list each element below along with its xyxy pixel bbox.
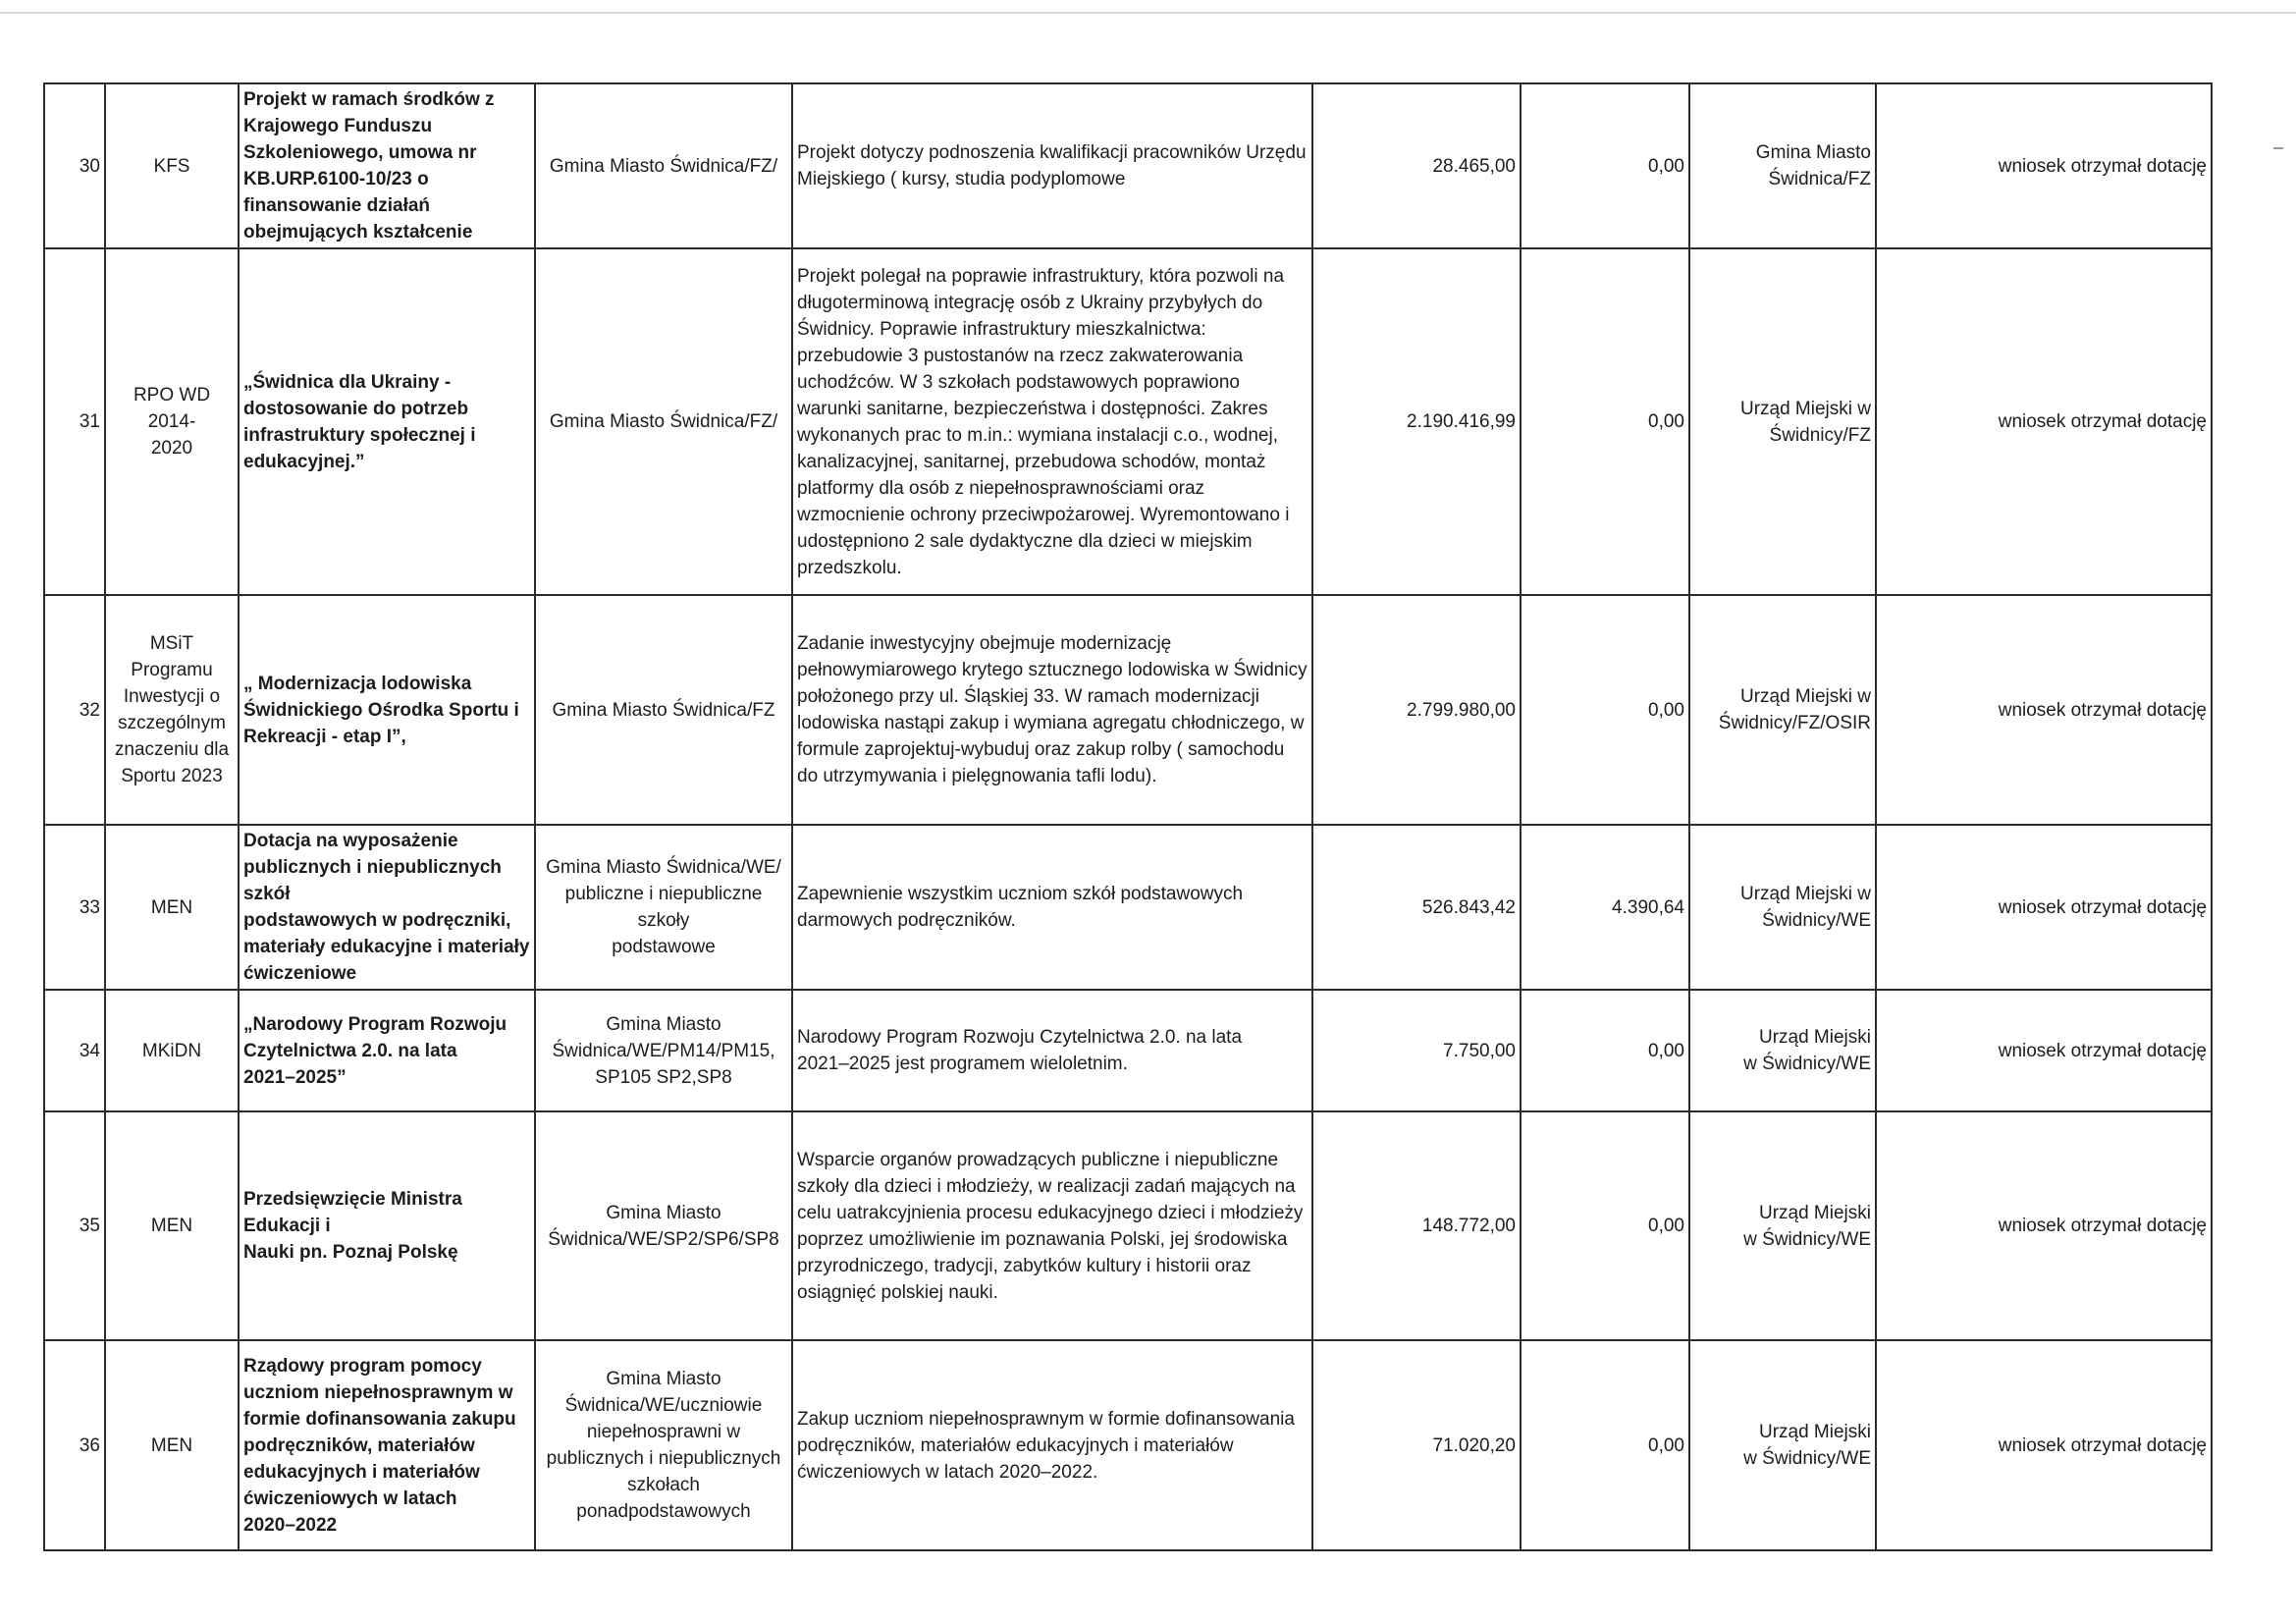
project-name-cell: Projekt w ramach środków z Krajowego Funduszu Szkoleniowego, umowa nr KB.URP.6100-10/23 o finansowanie działań obejmujących kształcenie xyxy=(239,83,535,248)
beneficiary-cell: Gmina Miasto Świdnica/FZ/ xyxy=(535,83,792,248)
table-row xyxy=(44,1111,2212,1340)
project-name-cell: „ Modernizacja lodowiska Świdnickiego Ośrodka Sportu i Rekreacji - etap I”, xyxy=(239,595,535,825)
table-row xyxy=(44,83,2212,248)
project-name-cell: Dotacja na wyposażenie publicznych i niepublicznych szkół podstawowych w podręczniki, materiały edukacyjne i materiały ćwiczeniowe xyxy=(239,825,535,990)
beneficiary-cell: Gmina Miasto Świdnica/WE/ publiczne i niepubliczne szkoły podstawowe xyxy=(535,825,792,990)
project-name-cell: Przedsięwzięcie Ministra Edukacji i Nauki pn. Poznaj Polskę xyxy=(239,1111,535,1340)
own-contribution-cell: 4.390,64 xyxy=(1521,825,1689,990)
funding-source-cell: MEN xyxy=(105,1340,239,1550)
status-cell: wniosek otrzymał dotację xyxy=(1876,825,2212,990)
responsible-unit-cell: Urząd Miejski w Świdnicy/WE xyxy=(1689,1340,1876,1550)
beneficiary-cell: Gmina Miasto Świdnica/WE/uczniowie niepełnosprawni w publicznych i niepublicznych szkołach ponadpodstawowych xyxy=(535,1340,792,1550)
status-cell: wniosek otrzymał dotację xyxy=(1876,595,2212,825)
own-contribution-cell: 0,00 xyxy=(1521,1340,1689,1550)
responsible-unit-cell: Gmina Miasto Świdnica/FZ xyxy=(1689,83,1876,248)
description-cell: Zadanie inwestycyjny obejmuje modernizację pełnowymiarowego krytego sztucznego lodowiska w Świdnicy położonego przy ul. Śląskiej 33. W ramach modernizacji lodowiska nastąpi zakup i wymiana agregatu chłodniczego, w formule zaprojektuj-wybuduj oraz zakup rolby ( samochodu do utrzymywania i pielęgnowania tafli lodu). xyxy=(792,595,1312,825)
funding-source-cell: RPO WD 2014- 2020 xyxy=(105,248,239,595)
funding-source-cell: MSiT Programu Inwestycji o szczególnym znaczeniu dla Sportu 2023 xyxy=(105,595,239,825)
scan-top-rule xyxy=(0,12,2296,14)
grant-amount-cell: 28.465,00 xyxy=(1312,83,1521,248)
grant-amount-cell: 71.020,20 xyxy=(1312,1340,1521,1550)
grant-amount-cell: 2.190.416,99 xyxy=(1312,248,1521,595)
description-cell: Projekt polegał na poprawie infrastruktury, która pozwoli na długoterminową integrację osób z Ukrainy przybyłych do Świdnicy. Poprawie infrastruktury mieszkalnictwa: przebudowie 3 pustostanów na rzecz zakwaterowania uchodźców. W 3 szkołach podstawowych poprawiono warunki sanitarne, bezpieczeństwa i dostępności. Zakres wykonanych prac to m.in.: wymiana instalacji c.o., wodnej, kanalizacyjnej, sanitarnej, przebudowa schodów, montaż platformy dla osób z niepełnosprawnościami oraz wzmocnienie ochrony przeciwpożarowej. Wyremontowano i udostępniono 2 sale dydaktyczne dla dzieci w miejskim przedszkolu. xyxy=(792,248,1312,595)
grants-table-body xyxy=(44,83,2212,1550)
description-cell: Wsparcie organów prowadzących publiczne i niepubliczne szkoły dla dzieci i młodzieży, w realizacji zadań mających na celu uatrakcyjnienia procesu edukacyjnego dzieci i młodzieży poprzez umożliwienie im poznawania Polski, jej środowiska przyrodniczego, tradycji, zabytków kultury i historii oraz osiągnięć polskiej nauki. xyxy=(792,1111,1312,1340)
status-cell: wniosek otrzymał dotację xyxy=(1876,990,2212,1111)
table-row xyxy=(44,825,2212,990)
lp-cell: 35 xyxy=(44,1111,105,1340)
description-cell: Zakup uczniom niepełnosprawnym w formie dofinansowania podręczników, materiałów edukacyjnych i materiałów ćwiczeniowych w latach 2020–2022. xyxy=(792,1340,1312,1550)
status-cell: wniosek otrzymał dotację xyxy=(1876,83,2212,248)
table-row xyxy=(44,595,2212,825)
responsible-unit-cell: Urząd Miejski w Świdnicy/FZ/OSIR xyxy=(1689,595,1876,825)
project-name-cell: „Świdnica dla Ukrainy - dostosowanie do potrzeb infrastruktury społecznej i edukacyjnej.” xyxy=(239,248,535,595)
project-name-cell: „Narodowy Program Rozwoju Czytelnictwa 2.0. na lata 2021–2025” xyxy=(239,990,535,1111)
lp-cell: 31 xyxy=(44,248,105,595)
beneficiary-cell: Gmina Miasto Świdnica/WE/PM14/PM15, SP105 SP2,SP8 xyxy=(535,990,792,1111)
table-row xyxy=(44,248,2212,595)
status-cell: wniosek otrzymał dotację xyxy=(1876,1340,2212,1550)
lp-cell: 33 xyxy=(44,825,105,990)
table-row xyxy=(44,1340,2212,1550)
grant-amount-cell: 526.843,42 xyxy=(1312,825,1521,990)
scan-edge-mark xyxy=(2273,147,2283,149)
funding-source-cell: MKiDN xyxy=(105,990,239,1111)
own-contribution-cell: 0,00 xyxy=(1521,1111,1689,1340)
own-contribution-cell: 0,00 xyxy=(1521,248,1689,595)
description-cell: Zapewnienie wszystkim uczniom szkół podstawowych darmowych podręczników. xyxy=(792,825,1312,990)
project-name-cell: Rządowy program pomocy uczniom niepełnosprawnym w formie dofinansowania zakupu podręczników, materiałów edukacyjnych i materiałów ćwiczeniowych w latach 2020–2022 xyxy=(239,1340,535,1550)
grant-amount-cell: 7.750,00 xyxy=(1312,990,1521,1111)
own-contribution-cell: 0,00 xyxy=(1521,990,1689,1111)
status-cell: wniosek otrzymał dotację xyxy=(1876,1111,2212,1340)
responsible-unit-cell: Urząd Miejski w Świdnicy/WE xyxy=(1689,825,1876,990)
own-contribution-cell: 0,00 xyxy=(1521,83,1689,248)
beneficiary-cell: Gmina Miasto Świdnica/FZ xyxy=(535,595,792,825)
funding-source-cell: KFS xyxy=(105,83,239,248)
grants-table xyxy=(43,82,2213,1551)
status-cell: wniosek otrzymał dotację xyxy=(1876,248,2212,595)
table-row xyxy=(44,990,2212,1111)
lp-cell: 34 xyxy=(44,990,105,1111)
funding-source-cell: MEN xyxy=(105,825,239,990)
grant-amount-cell: 148.772,00 xyxy=(1312,1111,1521,1340)
beneficiary-cell: Gmina Miasto Świdnica/WE/SP2/SP6/SP8 xyxy=(535,1111,792,1340)
description-cell: Narodowy Program Rozwoju Czytelnictwa 2.0. na lata 2021–2025 jest programem wieloletnim. xyxy=(792,990,1312,1111)
own-contribution-cell: 0,00 xyxy=(1521,595,1689,825)
lp-cell: 30 xyxy=(44,83,105,248)
grant-amount-cell: 2.799.980,00 xyxy=(1312,595,1521,825)
lp-cell: 32 xyxy=(44,595,105,825)
responsible-unit-cell: Urząd Miejski w Świdnicy/WE xyxy=(1689,990,1876,1111)
responsible-unit-cell: Urząd Miejski w Świdnicy/WE xyxy=(1689,1111,1876,1340)
beneficiary-cell: Gmina Miasto Świdnica/FZ/ xyxy=(535,248,792,595)
responsible-unit-cell: Urząd Miejski w Świdnicy/FZ xyxy=(1689,248,1876,595)
funding-source-cell: MEN xyxy=(105,1111,239,1340)
lp-cell: 36 xyxy=(44,1340,105,1550)
description-cell: Projekt dotyczy podnoszenia kwalifikacji pracowników Urzędu Miejskiego ( kursy, studia podyplomowe xyxy=(792,83,1312,248)
